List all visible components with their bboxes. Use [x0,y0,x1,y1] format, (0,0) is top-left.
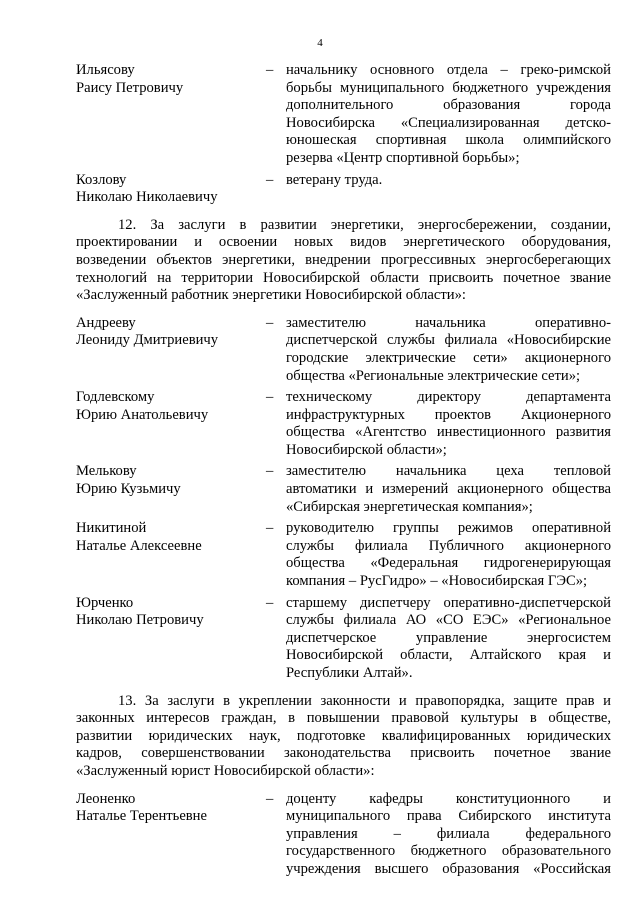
page-number: 4 [317,37,323,49]
position-line: общества «Агентство инвестиционного развития [286,424,611,441]
awardee-name [76,791,266,879]
dash: – [266,389,274,406]
given-name: Юрию Анатольевичу [76,406,209,423]
awardee-position [286,520,611,590]
paragraph-line: законных интересов граждан, в повышении правовой культуры в обществе, [76,710,611,727]
awardee-name [76,315,266,385]
dash: – [266,463,274,480]
awardee-entry [76,595,611,683]
position-line: «Сибирская энергетическая компания»; [286,498,533,515]
position-line: учреждения высшего образования «Российская [286,860,611,877]
paragraph-line: проектировании и освоении новых видов энергетического оборудования, [76,234,611,251]
given-name: Юрию Кузьмичу [76,481,181,498]
awardee-position [286,463,611,516]
position-line: Новосибирска «Специализированная детско- [286,114,611,131]
position-line: государственного бюджетного образовательного [286,843,611,860]
position-line: инфраструктурных проектов Акционерного [286,406,611,423]
paragraph-line: 12. За заслуги в развитии энергетики, энергосбережении, создании, [118,216,611,233]
surname: Мелькову [76,463,137,480]
position-line: резерва «Центр спортивной борьбы»; [286,149,520,166]
awardee-name [76,463,266,516]
position-line: юношеская спортивная школа олимпийского [286,132,611,149]
paragraph-line: «Заслуженный юрист Новосибирской области»: [76,762,375,779]
document-body [76,62,611,883]
position-line: ветерану труда. [286,171,383,188]
awardee-entry [76,389,611,459]
given-name: Раису Петровичу [76,79,184,96]
paragraph-13 [76,693,611,781]
position-line: техническому директору департамента [286,389,611,406]
surname: Андрееву [76,314,136,331]
awardee-name [76,62,266,168]
awardee-position [286,62,611,168]
awardee-list-3 [76,791,611,879]
dash: – [266,314,274,331]
paragraph-line: 13. За заслуги в укреплении законности и правопорядка, защите прав и [118,692,611,709]
awardee-entry [76,62,611,168]
awardee-name [76,520,266,590]
dash: – [266,171,274,188]
paragraph-line: развитии юридических наук, подготовке квалифицированных юридических [76,727,611,744]
paragraph-line: «Заслуженный работник энергетики Новосибирской области»: [76,287,466,304]
position-line: компания – РусГидро» – «Новосибирская ГЭС»; [286,573,588,590]
position-line: начальнику основного отдела – греко-римской [286,62,611,78]
position-line: заместителю начальника оперативно- [286,314,611,331]
awardee-entry [76,172,611,207]
position-line: заместителю начальника цеха тепловой [286,463,611,480]
position-line: автоматики и измерений акционерного общества [286,481,611,498]
position-line: Новосибирской области»; [286,441,447,458]
position-line: общества «Федеральная гидрогенерирующая [286,555,611,572]
surname: Юрченко [76,594,134,611]
paragraph-12 [76,217,611,305]
awardee-position [286,791,611,879]
position-line: Республики Алтай». [286,665,413,681]
position-line: общества «Региональные электрические сети»; [286,367,581,384]
surname: Козлову [76,171,127,188]
position-line: службы филиала АО «СО ЕЭС» «Региональное [286,612,611,629]
position-line: управления – филиала федерального [286,825,611,842]
surname: Леоненко [76,790,136,807]
position-line: борьбы муниципального бюджетного учреждения [286,79,611,96]
dash: – [266,594,274,611]
awardee-name [76,389,266,459]
surname: Годлевскому [76,389,155,406]
paragraph-line: кадров, совершенствовании законодательства присвоить почетное звание [76,745,611,762]
awardee-position [286,315,611,385]
given-name: Николаю Николаевичу [76,189,218,206]
given-name: Николаю Петровичу [76,612,204,629]
awardee-entry [76,463,611,516]
position-line: Новосибирской области, Алтайского края и [286,647,611,664]
awardee-name [76,595,266,683]
surname: Никитиной [76,520,147,537]
awardee-entry [76,791,611,879]
position-line: старшему диспетчеру оперативно-диспетчерской [286,594,611,611]
awardee-position [286,172,611,207]
awardee-name [76,172,266,207]
position-line: муниципального права Сибирского института [286,808,611,825]
position-line: городские электрические сети» акционерного [286,349,611,366]
position-line: диспетчерское управление энергосистем [286,629,611,646]
awardee-entry [76,315,611,385]
dash: – [266,790,274,807]
given-name: Наталье Терентьевне [76,808,207,825]
position-line: диспетчерской службы филиала «Новосибирские [286,332,611,349]
position-line: дополнительного образования города [286,97,611,114]
given-name: Наталье Алексеевне [76,537,202,554]
dash: – [266,62,274,78]
paragraph-line: технологий на территории Новосибирской области присвоить почетное звание [76,269,611,286]
awardee-list-2 [76,315,611,683]
awardee-entry [76,520,611,590]
position-line: службы филиала Публичного акционерного [286,537,611,554]
given-name: Леониду Дмитриевичу [76,332,219,349]
awardee-position [286,389,611,459]
position-line: доценту кафедры конституционного и [286,790,611,807]
awardee-list-1 [76,62,611,207]
awardee-position [286,595,611,683]
dash: – [266,520,274,537]
position-line: руководителю группы режимов оперативной [286,520,611,537]
paragraph-line: возведении объектов энергетики, внедрении прогрессивных энергосберегающих [76,251,611,268]
surname: Ильясову [76,62,135,78]
